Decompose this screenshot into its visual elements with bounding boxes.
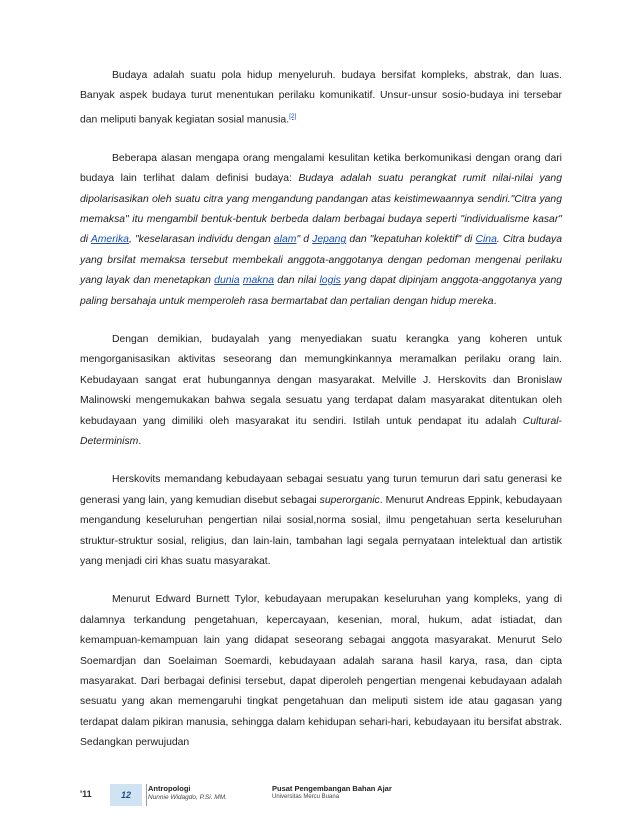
link-alam[interactable]: alam bbox=[273, 234, 297, 246]
paragraph-text: Dengan demikian, budayalah yang menyediakan suatu kerangka yang koheren untuk mengorganisasikan aktivitas seseorang dan memungkinkannya meramalkan perilaku orang lain. Kebudayaan sangat erat hubungannya dengan masyarakat. Melville J. Herskovits dan Bronislaw Malinowski mengemukakan bahwa segala sesuatu yang terdapat dalam masyarakat ditentukan oleh kebudayaan yang dimiliki oleh masyarakat itu sendiri. Istilah untuk pendapat itu adalah bbox=[80, 333, 562, 427]
italic-text: superorganic bbox=[319, 494, 380, 506]
paragraph-3 bbox=[80, 330, 562, 452]
paragraph-text: Beberapa alasan mengapa orang mengalami kesulitan ketika berkomunikasi dengan orang dari budaya lain terlihat dalam definisi budaya: bbox=[80, 152, 562, 185]
footer-divider bbox=[146, 784, 147, 806]
italic-text: yang dapat dipinjam anggota-anggotanya yang paling bersahaja untuk memperoleh rasa bermartabat dan pertalian dengan hidup mereka bbox=[80, 275, 563, 307]
paragraph-5 bbox=[80, 590, 562, 753]
italic-text: , "keselarasan individu dengan bbox=[128, 234, 274, 246]
footer-institution-block bbox=[272, 784, 472, 800]
footer-course-block bbox=[148, 784, 268, 801]
page-footer bbox=[80, 784, 562, 806]
italic-text: dan "kepatuhan kolektif" di bbox=[346, 234, 476, 246]
citation-link[interactable]: [2] bbox=[289, 112, 297, 120]
paragraph-text: Budaya adalah suatu pola hidup menyeluruh. budaya bersifat kompleks, abstrak, dan luas. Banyak aspek budaya turut menentukan perilaku komunikatif. Unsur-unsur sosio-budaya ini tersebar dan meliputi banyak kegiatan sosial manusia. bbox=[80, 70, 562, 126]
paragraph-text: Herskovits memandang kebudayaan sebagai sesuatu yang turun temurun dari satu generasi ke generasi yang lain, yang kemudian disebut sebagai bbox=[80, 474, 562, 506]
italic-text: Budaya adalah suatu perangkat rumit nilai-nilai yang dipolarisasikan oleh suatu citra yang mengandung pandangan atas keistimewaannya sendiri."Citra yang memaksa" itu mengambil bentuk-bentuk berbeda dalam berbagai budaya seperti "individualisme kasar" di bbox=[80, 173, 562, 246]
footer-center: Pusat Pengembangan Bahan Ajar bbox=[272, 784, 392, 793]
footer-page-number: 12 bbox=[110, 784, 142, 806]
italic-text: " d bbox=[296, 234, 313, 246]
paragraph-4 bbox=[80, 470, 562, 572]
italic-text: dan nilai bbox=[274, 275, 320, 287]
footer-course: Antropologi bbox=[148, 784, 191, 793]
paragraph-text: Menurut Edward Burnett Tylor, kebudayaan merupakan keseluruhan yang kompleks, yang di dalamnya terkandung pengetahuan, kepercayaan, kesenian, moral, hukum, adat istiadat, dan kemampuan-kemampuan lain yang didapat seseorang sebagai anggota masyarakat. Menurut Selo Soemardjan dan Soelaiman Soemardi, kebudayaan adalah sarana hasil karya, rasa, dan cipta masyarakat. Dari berbagai definisi tersebut, dapat diperoleh pengertian mengenai kebudayaan adalah sesuatu yang akan memengaruhi tingkat pengetahuan dan meliputi sistem ide atau gagasan yang terdapat dalam pikiran manusia, sehingga dalam kehidupan sehari-hari, kebudayaan itu bersifat abstrak. Sedangkan perwujudan bbox=[80, 594, 562, 749]
link-makna[interactable]: makna bbox=[242, 275, 275, 287]
footer-author: Nunnie Widagdo, P.Si. MM. bbox=[148, 794, 227, 801]
link-logis[interactable]: logis bbox=[319, 275, 341, 287]
paragraph-text: . bbox=[138, 435, 142, 447]
paragraph-text: . bbox=[493, 295, 497, 307]
link-dunia[interactable]: dunia bbox=[214, 275, 240, 287]
link-cina[interactable]: Cina bbox=[475, 234, 497, 246]
link-amerika[interactable]: Amerika bbox=[90, 234, 129, 246]
italic-text: . Citra budaya yang brsifat memaksa tersebut membekali anggota-anggotanya dengan pedoman mengenai perilaku yang layak dan menetapkan bbox=[80, 234, 563, 287]
link-jepang[interactable]: Jepang bbox=[312, 234, 347, 246]
paragraph-2 bbox=[80, 149, 562, 312]
footer-year: '11 bbox=[80, 789, 92, 799]
paragraph-1 bbox=[80, 66, 562, 131]
document-body bbox=[80, 66, 562, 772]
paragraph-text: . Menurut Andreas Eppink, kebudayaan mengandung keseluruhan pengertian nilai sosial,norma sosial, ilmu pengetahuan serta keseluruhan struktur-struktur sosial, religius, dan lain-lain, tambahan lagi segala pernyataan intelektual dan artistik yang menjadi ciri khas suatu masyarakat. bbox=[80, 494, 562, 567]
footer-university: Universitas Mercu Buana bbox=[272, 794, 340, 800]
italic-text: Cultural-Determinism bbox=[80, 415, 562, 447]
